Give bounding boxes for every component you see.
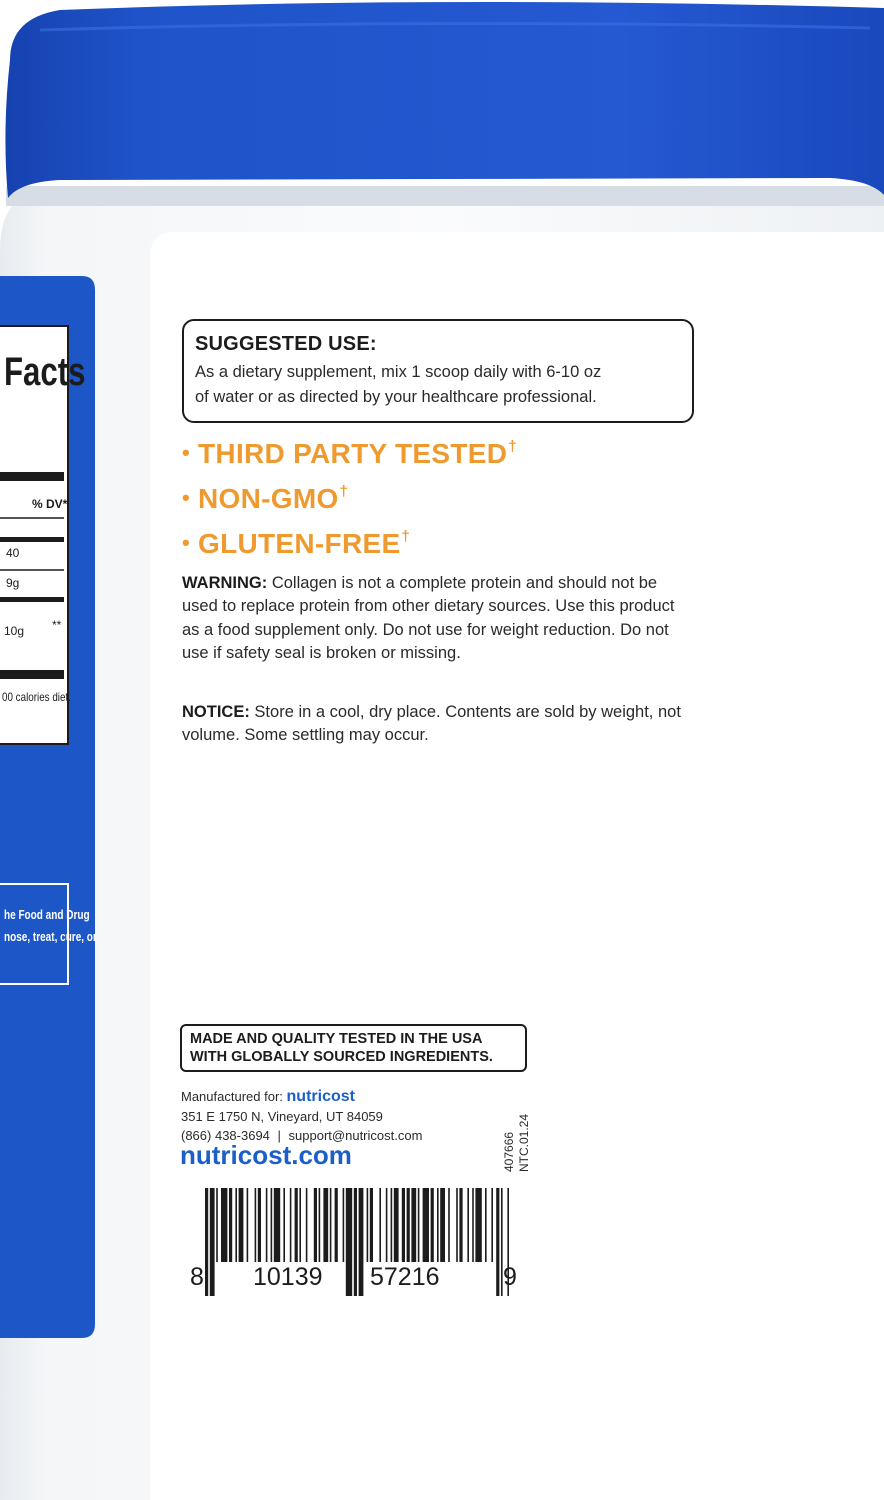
barcode-bar: [423, 1188, 429, 1262]
barcode-bar: [440, 1188, 445, 1262]
manufacturer-email: support@nutricost.com: [288, 1128, 423, 1143]
barcode-bar: [274, 1188, 280, 1262]
suggested-use-line-1: As a dietary supplement, mix 1 scoop daily with 6-10 oz: [195, 363, 602, 381]
made-line-2: WITH GLOBALLY SOURCED INGREDIENTS.: [190, 1049, 493, 1065]
barcode-bar: [330, 1188, 332, 1262]
batch-code: NTC.01.24: [517, 1113, 531, 1172]
manufacturer-address: 351 E 1750 N, Vineyard, UT 84059: [181, 1109, 383, 1124]
barcode-bar: [239, 1188, 244, 1262]
nf-thick-rule-5: [0, 597, 64, 602]
barcode-bar: [354, 1188, 357, 1296]
barcode-group-2: 57216: [370, 1263, 440, 1291]
nf-dv-header: % DV*: [32, 497, 68, 511]
nf-thick-rule-1: [0, 472, 64, 481]
barcode-bar: [299, 1188, 301, 1262]
barcode-bar: [235, 1188, 237, 1262]
barcode-bar: [491, 1188, 493, 1262]
suggested-use-heading: SUGGESTED USE:: [195, 333, 377, 355]
suggested-use-line-2: of water or as directed by your healthcare professional.: [195, 388, 597, 406]
barcode-bar: [343, 1188, 345, 1262]
manufacturer-prefix: Manufactured for:: [181, 1089, 283, 1104]
barcode-group-1: 10139: [253, 1263, 323, 1291]
barcode-bar: [402, 1188, 405, 1262]
cap-shadow: [6, 186, 884, 206]
barcode-bar: [335, 1188, 338, 1262]
lot-code: 407666: [502, 1131, 516, 1172]
bullet-icon: •: [182, 485, 191, 510]
claim-non-gmo: [182, 483, 348, 515]
barcode-bar: [258, 1188, 261, 1262]
barcode-bar: [314, 1188, 317, 1262]
claim-gluten-free: [182, 528, 410, 560]
barcode-bar: [370, 1188, 373, 1262]
barcode-bar: [467, 1188, 469, 1262]
barcode-bar: [475, 1188, 481, 1262]
claim-text: GLUTEN-FREE: [198, 528, 401, 559]
claim-text: NON-GMO: [198, 483, 339, 514]
barcode-bar: [271, 1188, 273, 1262]
barcode-bar: [346, 1188, 352, 1296]
barcode-bar: [205, 1188, 208, 1296]
nf-row3: 10g: [4, 624, 25, 638]
fda-line-2: nose, treat, cure, or: [4, 930, 97, 944]
notice-text: Store in a cool, dry place. Contents are sold by weight, not volume. Some settling may occur.: [182, 703, 681, 745]
contact-separator: |: [277, 1128, 281, 1143]
nf-thick-rule-6: [0, 670, 64, 679]
bullet-icon: •: [182, 530, 191, 555]
barcode-digit-first: 8: [190, 1263, 204, 1291]
barcode-bar: [456, 1188, 458, 1262]
notice-label: NOTICE:: [182, 703, 250, 721]
barcode-bar: [394, 1188, 399, 1262]
barcode-bar: [459, 1188, 462, 1262]
barcode-bar: [255, 1188, 257, 1262]
nf-thick-rule-3: [0, 537, 64, 542]
barcode-bar: [210, 1188, 215, 1296]
warning-text: Collagen is not a complete protein and should not be used to replace protein from other dietary sources. Use this product as a food supplement only. Do not use for weight reduction. Do not use if safety seal is broken or missing.: [182, 574, 675, 663]
warning-label: WARNING:: [182, 574, 268, 592]
barcode-bar: [290, 1188, 292, 1262]
fda-line-1: he Food and Drug: [4, 908, 90, 922]
barcode-bar: [379, 1188, 381, 1262]
claim-dagger: †: [401, 528, 411, 545]
manufacturer-line: [181, 1088, 355, 1106]
warning-paragraph: [182, 572, 682, 666]
barcode-digit-last: 9: [503, 1263, 517, 1291]
barcode-bar: [229, 1188, 232, 1262]
barcode-bar: [247, 1188, 249, 1262]
claim-text: THIRD PARTY TESTED: [198, 438, 508, 469]
barcode-bar: [266, 1188, 268, 1262]
barcode-bar: [411, 1188, 416, 1262]
barcode-bar: [496, 1188, 499, 1296]
barcode-bar: [367, 1188, 369, 1262]
barcode-bar: [216, 1188, 218, 1262]
nf-footnote: 00 calories diet.: [2, 690, 71, 704]
barcode-bar: [485, 1188, 487, 1262]
barcode-bar: [323, 1188, 328, 1262]
barcode-bar: [407, 1188, 410, 1262]
website-url: nutricost.com: [180, 1140, 352, 1170]
nf-title: Facts: [4, 350, 86, 394]
brand-logo: nutricost: [286, 1088, 355, 1105]
notice-paragraph: [182, 701, 682, 748]
barcode-bar: [386, 1188, 388, 1262]
nf-row3-mark: **: [52, 618, 62, 632]
manufacturer-phone: (866) 438-3694: [181, 1128, 270, 1143]
barcode-bar: [306, 1188, 308, 1262]
made-in-usa-text: [190, 1030, 493, 1066]
bullet-icon: •: [182, 440, 191, 465]
barcode-bar: [418, 1188, 420, 1262]
barcode-bar: [295, 1188, 298, 1262]
barcode-bar: [437, 1188, 439, 1262]
claim-dagger: †: [508, 438, 517, 455]
claim-third-party-tested: [182, 438, 517, 470]
claim-dagger: †: [339, 483, 349, 500]
barcode-bar: [431, 1188, 434, 1262]
barcode-bar: [472, 1188, 474, 1262]
barcode: [205, 1188, 515, 1298]
barcode-bar: [221, 1188, 227, 1262]
barcode-bar: [448, 1188, 450, 1262]
barcode-bar: [319, 1188, 321, 1262]
nf-row1: 40: [6, 546, 20, 560]
barcode-bar: [359, 1188, 364, 1296]
nf-row2: 9g: [6, 576, 20, 590]
container-cap: [5, 2, 884, 198]
barcode-bar: [391, 1188, 393, 1262]
barcode-bar: [283, 1188, 285, 1262]
made-line-1: MADE AND QUALITY TESTED IN THE USA: [190, 1031, 483, 1047]
